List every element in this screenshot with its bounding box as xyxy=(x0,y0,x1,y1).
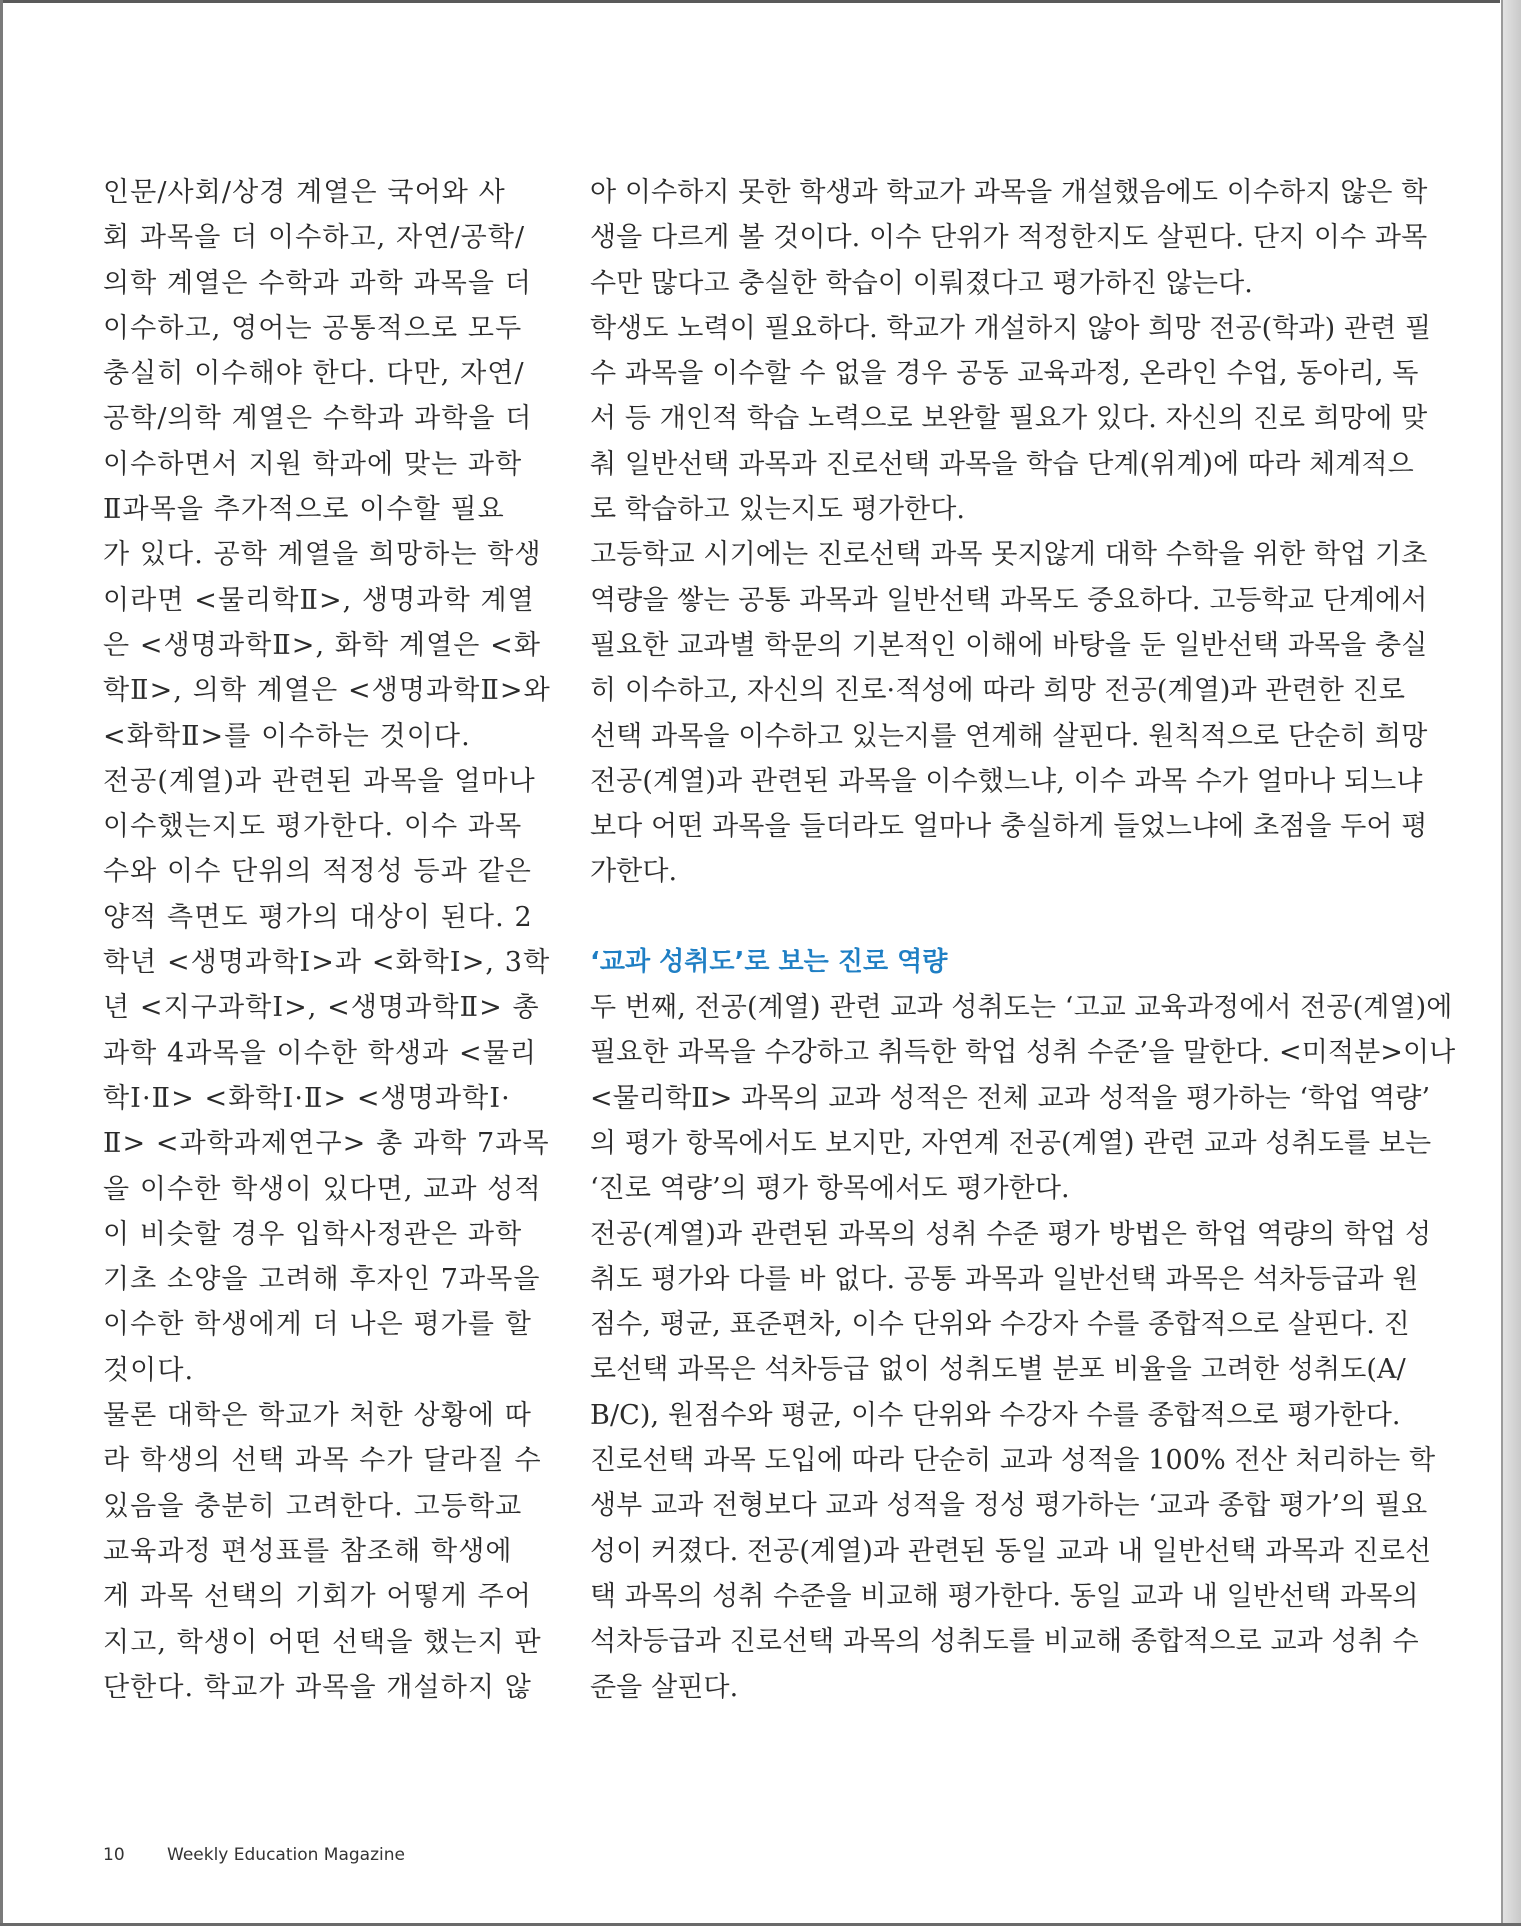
text-line: <화학Ⅱ>를 이수하는 것이다. xyxy=(103,720,471,752)
text-line: 전공(계열)과 관련된 과목의 성취 수준 평가 방법은 학업 역량의 학업 성 xyxy=(590,1218,1432,1250)
text-line: 단한다. 학교가 과목을 개설하지 않 xyxy=(103,1671,532,1703)
text-line: 필요한 교과별 학문의 기본적인 이해에 바탕을 둔 일반선택 과목을 충실 xyxy=(590,629,1428,661)
text-line: 이수했는지도 평가한다. 이수 과목 xyxy=(103,811,523,843)
text-line: 회 과목을 더 이수하고, 자연/공학/ xyxy=(103,222,526,254)
page-number: 10 xyxy=(103,1845,125,1865)
text-line: 춰 일반선택 과목과 진로선택 과목을 학습 단계(위계)에 따라 체계적으 xyxy=(590,448,1414,480)
text-line: 이수하면서 지원 학과에 맞는 과학 xyxy=(103,448,523,480)
text-line: 두 번째, 전공(계열) 관련 교과 성취도는 ‘고교 교육과정에서 전공(계열)에 xyxy=(590,992,1453,1024)
text-line: 고등학교 시기에는 진로선택 과목 못지않게 대학 수학을 위한 학업 기초 xyxy=(590,539,1428,571)
left-column xyxy=(103,170,551,1710)
text-line: 보다 어떤 과목을 들더라도 얼마나 충실하게 들었느냐에 초점을 두어 평 xyxy=(590,811,1428,843)
page-top-edge xyxy=(0,0,1500,3)
text-line: ‘진로 역량’의 평가 항목에서도 평가한다. xyxy=(590,1173,1070,1205)
text-line: 생을 다르게 볼 것이다. 이수 단위가 적정한지도 살핀다. 단지 이수 과목 xyxy=(590,222,1428,254)
text-line: 학Ⅰ·Ⅱ> <화학Ⅰ·Ⅱ> <생명과학Ⅰ· xyxy=(103,1082,511,1114)
text-line: 택 과목의 성취 수준을 비교해 평가한다. 동일 교과 내 일반선택 과목의 xyxy=(590,1580,1419,1612)
text-line: 전공(계열)과 관련된 과목을 이수했느냐, 이수 과목 수가 얼마나 되느냐 xyxy=(590,765,1423,797)
text-line: 가한다. xyxy=(590,856,678,888)
text-line: 선택 과목을 이수하고 있는지를 연계해 살핀다. 원칙적으로 단순히 희망 xyxy=(590,720,1428,752)
text-line: 학생도 노력이 필요하다. 학교가 개설하지 않아 희망 전공(학과) 관련 필 xyxy=(590,312,1432,344)
text-line: 성이 커졌다. 전공(계열)과 관련된 동일 교과 내 일반선택 과목과 진로선 xyxy=(590,1535,1432,1567)
text-line: 전공(계열)과 관련된 과목을 얼마나 xyxy=(103,765,536,797)
text-line: 준을 살핀다. xyxy=(590,1671,739,1703)
text-line: B/C), 원점수와 평균, 이수 단위와 수강자 수를 종합적으로 평가한다. xyxy=(590,1399,1401,1431)
text-line: 로선택 과목은 석차등급 없이 성취도별 분포 비율을 고려한 성취도(A/ xyxy=(590,1354,1406,1386)
text-line: 이수한 학생에게 더 나은 평가를 할 xyxy=(103,1309,532,1341)
text-line: 수만 많다고 충실한 학습이 이뤄졌다고 평가하진 않는다. xyxy=(590,267,1253,299)
text-line: 물론 대학은 학교가 처한 상황에 따 xyxy=(103,1400,532,1432)
text-line: 의 평가 항목에서도 보지만, 자연계 전공(계열) 관련 교과 성취도를 보는 xyxy=(590,1127,1432,1159)
text-line: 히 이수하고, 자신의 진로·적성에 따라 희망 전공(계열)과 관련한 진로 xyxy=(590,675,1406,707)
page-right-edge xyxy=(1501,0,1521,1926)
text-line: 라 학생의 선택 과목 수가 달라질 수 xyxy=(103,1445,542,1477)
text-line: 역량을 쌓는 공통 과목과 일반선택 과목도 중요하다. 고등학교 단계에서 xyxy=(590,584,1428,616)
text-line: 수 과목을 이수할 수 없을 경우 공동 교육과정, 온라인 수업, 동아리, 독 xyxy=(590,358,1419,390)
text-line: 것이다. xyxy=(103,1354,195,1386)
text-line: 년 <지구과학Ⅰ>, <생명과학Ⅱ> 총 xyxy=(103,992,540,1024)
page-footer xyxy=(103,1845,405,1865)
text-line: 이라면 <물리학Ⅱ>, 생명과학 계열 xyxy=(103,584,535,616)
text-line: 을 이수한 학생이 있다면, 교과 성적 xyxy=(103,1173,542,1205)
text-line: 생부 교과 전형보다 교과 성적을 정성 평가하는 ‘교과 종합 평가’의 필요 xyxy=(590,1490,1428,1522)
text-line: 취도 평가와 다를 바 없다. 공통 과목과 일반선택 과목은 석차등급과 원 xyxy=(590,1263,1419,1295)
text-line: 필요한 과목을 수강하고 취득한 학업 성취 수준’을 말한다. <미적분>이나 xyxy=(590,1037,1456,1069)
text-line: 아 이수하지 못한 학생과 학교가 과목을 개설했음에도 이수하지 않은 학 xyxy=(590,177,1428,208)
text-line: 기초 소양을 고려해 후자인 7과목을 xyxy=(103,1264,541,1296)
text-line: 양적 측면도 평가의 대상이 된다. 2 xyxy=(103,901,533,933)
text-line: 석차등급과 진로선택 과목의 성취도를 비교해 종합적으로 교과 성취 수 xyxy=(590,1626,1419,1658)
text-line: 게 과목 선택의 기회가 어떻게 주어 xyxy=(103,1581,532,1613)
text-line: Ⅱ과목을 추가적으로 이수할 필요 xyxy=(103,494,505,526)
text-line: 학년 <생명과학Ⅰ>과 <화학Ⅰ>, 3학 xyxy=(103,947,551,979)
text-line: Ⅱ> <과학과제연구> 총 과학 7과목 xyxy=(103,1128,550,1160)
text-line: 지고, 학생이 어떤 선택을 했는지 판 xyxy=(103,1626,542,1658)
text-line: 은 <생명과학Ⅱ>, 화학 계열은 <화 xyxy=(103,629,542,661)
text-line: 가 있다. 공학 계열을 희망하는 학생 xyxy=(103,539,542,571)
page-left-edge xyxy=(0,0,3,1926)
text-line: 있음을 충분히 고려한다. 고등학교 xyxy=(103,1490,523,1522)
section-spacer xyxy=(590,895,1360,940)
text-line: 이수하고, 영어는 공통적으로 모두 xyxy=(103,312,523,344)
text-line: 충실히 이수해야 한다. 다만, 자연/ xyxy=(103,358,525,390)
text-line: 진로선택 과목 도입에 따라 단순히 교과 성적을 100% 전산 처리하는 학 xyxy=(590,1445,1436,1477)
right-column xyxy=(590,170,1456,1710)
text-line: 교육과정 편성표를 참조해 학생에 xyxy=(103,1535,513,1567)
section-heading: ‘교과 성취도’로 보는 진로 역량 xyxy=(590,946,948,977)
text-line: 점수, 평균, 표준편차, 이수 단위와 수강자 수를 종합적으로 살핀다. 진 xyxy=(590,1309,1410,1341)
text-line: 서 등 개인적 학습 노력으로 보완할 필요가 있다. 자신의 진로 희망에 맞 xyxy=(590,403,1428,435)
magazine-name: Weekly Education Magazine xyxy=(167,1845,405,1865)
text-line: 의학 계열은 수학과 과학 과목을 더 xyxy=(103,267,532,299)
text-line: 이 비슷할 경우 입학사정관은 과학 xyxy=(103,1218,523,1250)
text-line: 수와 이수 단위의 적정성 등과 같은 xyxy=(103,856,532,888)
text-line: 로 학습하고 있는지도 평가한다. xyxy=(590,494,966,526)
text-line: 과학 4과목을 이수한 학생과 <물리 xyxy=(103,1037,538,1069)
text-line: <물리학Ⅱ> 과목의 교과 성적은 전체 교과 성적을 평가하는 ‘학업 역량’ xyxy=(590,1082,1431,1114)
text-line: 학Ⅱ>, 의학 계열은 <생명과학Ⅱ>와 xyxy=(103,675,551,707)
text-line: 인문/사회/상경 계열은 국어와 사 xyxy=(103,177,506,208)
text-line: 공학/의학 계열은 수학과 과학을 더 xyxy=(103,403,533,435)
